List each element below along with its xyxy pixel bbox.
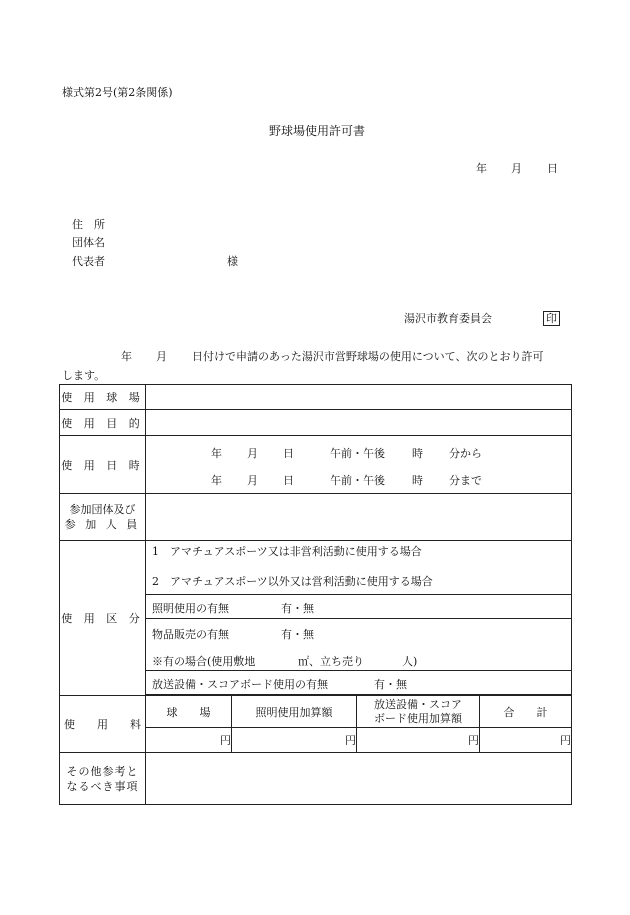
fee-header-total: 合 計	[480, 696, 572, 728]
datetime-label: 使 用 日 時	[60, 436, 146, 494]
participants-label-line1: 参加団体及び	[69, 503, 136, 516]
broadcast-yes-no: 有・無	[374, 677, 407, 691]
fee-field-yen: 円	[146, 728, 232, 753]
lighting-yes-no: 有・無	[281, 601, 314, 615]
permit-table	[59, 384, 572, 805]
document-title: 野球場使用許可書	[269, 124, 366, 138]
other-label-line2: なるべき事項	[66, 779, 139, 793]
date-month: 月	[511, 162, 522, 175]
from-year: 年	[211, 447, 222, 460]
until-minute: 分まで	[449, 474, 482, 487]
fee-header-broadcast-line1: 放送設備・スコア	[374, 697, 462, 711]
category-option-1: 1 アマチュアスポーツ又は非営利活動に使用する場合	[152, 545, 422, 558]
issuer-name: 湯沢市教育委員会	[404, 312, 492, 325]
group-label: 団体名	[72, 236, 105, 249]
until-year: 年	[211, 474, 222, 487]
merch-label: 物品販売の有無	[152, 627, 229, 641]
from-day: 日	[283, 447, 294, 460]
merch-note-mid: ㎡、立ち売り	[298, 654, 364, 668]
fee-total-yen: 円	[480, 728, 572, 753]
representative-label: 代表者	[72, 255, 105, 268]
datetime-value	[146, 436, 572, 494]
merch-note-suffix: 人)	[402, 654, 418, 668]
other-label-line1: その他参考と	[66, 764, 139, 778]
from-ampm: 午前・午後	[330, 447, 385, 460]
until-month: 月	[247, 474, 258, 487]
datetime-until-row	[146, 466, 571, 493]
until-ampm: 午前・午後	[330, 474, 385, 487]
lighting-label: 照明使用の有無	[152, 601, 229, 615]
until-day: 日	[283, 474, 294, 487]
seal-stamp: 印	[543, 311, 560, 326]
fee-header-field: 球 場	[146, 696, 232, 728]
fee-broadcast-yen: 円	[357, 728, 480, 753]
fee-header-broadcast	[357, 696, 480, 728]
participants-value	[146, 494, 572, 541]
date-day: 日	[547, 162, 558, 175]
date-year: 年	[476, 162, 487, 175]
fee-header-lighting: 照明使用加算額	[232, 696, 357, 728]
category-options	[146, 541, 572, 595]
fee-label: 使 用 料	[60, 696, 146, 753]
participants-label-line2: 参 加 人 員	[64, 518, 141, 531]
purpose-value	[146, 410, 572, 436]
body-year: 年	[121, 350, 132, 363]
address-label: 住 所	[72, 218, 105, 231]
category-label: 使 用 区 分	[60, 541, 146, 696]
fee-lighting-yen: 円	[232, 728, 357, 753]
from-hour: 時	[412, 447, 423, 460]
other-label	[60, 753, 146, 805]
form-reference: 様式第2号(第2条関係)	[62, 86, 173, 99]
merch-note-prefix: ※有の場合(使用敷地	[152, 654, 256, 668]
purpose-label: 使 用 目 的	[60, 410, 146, 436]
body-month: 月	[156, 350, 167, 363]
merch-row	[146, 619, 572, 671]
body-line2: します。	[62, 369, 106, 382]
venue-value	[146, 385, 572, 410]
body-line1: 日付けで申請のあった湯沢市営野球場の使用について、次のとおり許可	[192, 350, 544, 363]
datetime-from-row	[146, 436, 571, 466]
merch-yes-no: 有・無	[281, 627, 314, 641]
venue-label: 使 用 球 場	[60, 385, 146, 410]
fee-header-broadcast-line2: ボード使用加算額	[374, 711, 462, 725]
category-option-2: 2 アマチュアスポーツ以外又は営利活動に使用する場合	[152, 575, 433, 588]
participants-label	[60, 494, 146, 541]
other-value	[146, 753, 572, 805]
broadcast-label: 放送設備・スコアボード使用の有無	[152, 677, 328, 691]
from-month: 月	[247, 447, 258, 460]
broadcast-row	[146, 671, 572, 695]
lighting-row	[146, 595, 572, 619]
honorific: 様	[227, 255, 238, 268]
from-minute: 分から	[449, 447, 482, 460]
until-hour: 時	[412, 474, 423, 487]
